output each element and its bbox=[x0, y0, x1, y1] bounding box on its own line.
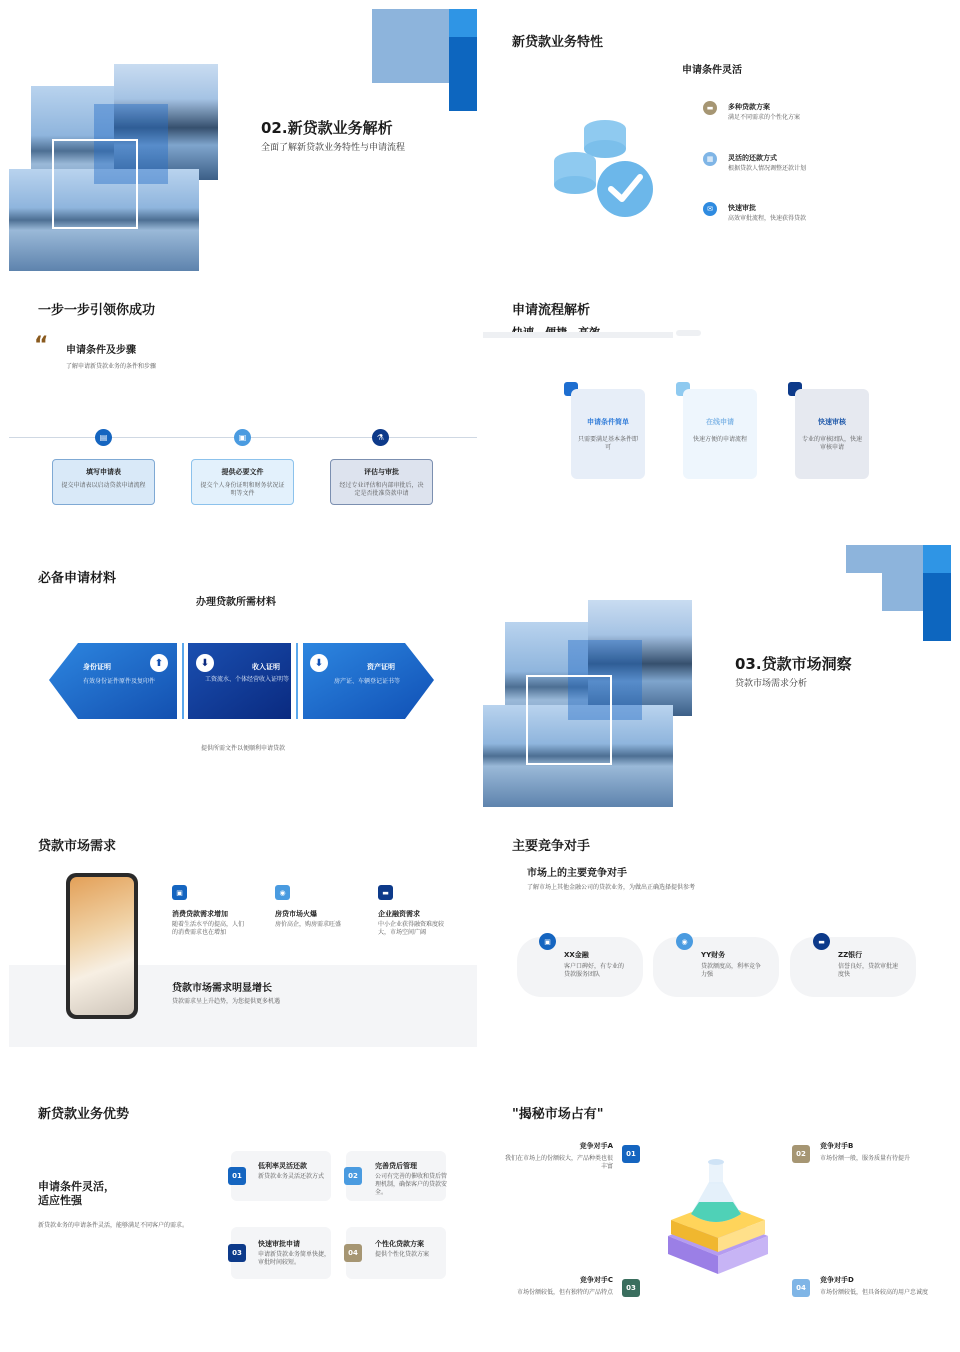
step-title: 评估与审批 bbox=[364, 468, 399, 476]
demand-item bbox=[275, 909, 350, 929]
competitor-name: YY财务 bbox=[701, 951, 726, 959]
adv-title: 快速审批申请 bbox=[258, 1240, 300, 1248]
demand-heading: 贷款市场需求明显增长 bbox=[172, 983, 272, 994]
card-desc: 快速方便的申请流程 bbox=[692, 436, 747, 443]
material-desc: 有效身份证件原件及复印件 bbox=[83, 678, 156, 685]
step-card bbox=[191, 459, 294, 505]
adv-desc: 新贷款业务的申请条件灵活，能够满足不同客户的需求。 bbox=[38, 1222, 189, 1229]
slide-title: 新贷款业务优势 bbox=[38, 1107, 130, 1122]
card-desc: 只需要满足基本条件即可 bbox=[577, 436, 638, 452]
photo-frame bbox=[526, 675, 612, 765]
adv-title: 低利率灵活还款 bbox=[258, 1162, 307, 1170]
adv-item bbox=[258, 1239, 330, 1267]
competitor-name: 竞争对手D bbox=[820, 1276, 854, 1284]
step-desc: 经过专业评估和内部审批后，决定是否批准贷款申请 bbox=[339, 482, 424, 498]
competitor-desc: 客户口碑好，有专业的贷款服务团队 bbox=[564, 963, 625, 979]
slide-title: 主要竞争对手 bbox=[512, 839, 591, 854]
competitor-desc: 市场份额较低，但有独特的产品特点 bbox=[516, 1289, 613, 1296]
competitor-item bbox=[838, 950, 900, 979]
slide-desc: 了解市场上其他金融公司的贷款业务，为做出正确选择提供参考 bbox=[527, 884, 696, 891]
slide-title: 一步一步引领你成功 bbox=[38, 303, 156, 318]
feature-title: 多种贷款方案 bbox=[728, 103, 770, 111]
slide-materials bbox=[9, 545, 477, 807]
car-icon: ▬ bbox=[378, 885, 393, 900]
materials-footer: 提供所需文件以便顺利申请贷款 bbox=[201, 745, 286, 752]
location-icon: ◉ bbox=[275, 885, 290, 900]
slide-demand bbox=[9, 813, 477, 1075]
number-badge: 01 bbox=[622, 1145, 640, 1163]
adv-item bbox=[258, 1161, 330, 1181]
calendar-icon: ▦ bbox=[703, 152, 717, 166]
step-title: 提供必要文件 bbox=[221, 468, 264, 476]
number-badge: 03 bbox=[228, 1244, 246, 1262]
slide-features bbox=[483, 9, 951, 271]
material-title: 资产证明 bbox=[367, 663, 395, 671]
competitor-item bbox=[701, 950, 763, 979]
phone-screen bbox=[70, 877, 134, 1015]
demand-item bbox=[378, 909, 453, 937]
section-subtitle: 贷款市场需求分析 bbox=[735, 679, 808, 689]
adv-title: 个性化贷款方案 bbox=[375, 1240, 424, 1248]
car-icon: ▬ bbox=[813, 933, 830, 950]
adv-item bbox=[375, 1239, 447, 1259]
deco-block bbox=[372, 37, 449, 83]
image-icon: ▣ bbox=[234, 429, 251, 446]
feature-title: 快速审批 bbox=[728, 204, 756, 212]
coins-check-icon bbox=[551, 109, 657, 219]
slide-heading: 申请条件及步骤 bbox=[66, 345, 136, 356]
step-card bbox=[330, 459, 433, 505]
process-card bbox=[795, 389, 869, 479]
slide-title: 贷款市场需求 bbox=[38, 839, 117, 854]
card-desc: 专业的审核团队，快速审核申请 bbox=[801, 436, 862, 452]
competitor-desc: 市场份额较低，但具备较高的用户忠诚度 bbox=[820, 1289, 929, 1296]
slide-title: 申请流程解析 bbox=[512, 303, 591, 318]
material-desc: 工资流水、个体经营收入证明等 bbox=[204, 676, 289, 683]
quote-icon: “ bbox=[34, 333, 49, 358]
deco-block bbox=[923, 545, 951, 573]
slide-market-share bbox=[483, 1081, 951, 1343]
feature-desc: 高效审批流程，快速获得贷款 bbox=[728, 215, 807, 222]
card-title: 快速审核 bbox=[818, 418, 846, 426]
adv-title: 完善贷后管理 bbox=[375, 1162, 417, 1170]
competitor-desc: 贷款额度高，利率竞争力强 bbox=[701, 963, 762, 979]
section-title: 03.贷款市场洞察 bbox=[735, 655, 852, 673]
slide-heading: 市场上的主要竞争对手 bbox=[527, 868, 627, 879]
slide-process bbox=[483, 277, 951, 539]
slide-title: 必备申请材料 bbox=[38, 571, 117, 586]
process-card bbox=[571, 389, 645, 479]
step-card bbox=[52, 459, 155, 505]
material-title: 收入证明 bbox=[252, 663, 280, 671]
document-icon: ▤ bbox=[95, 429, 112, 446]
location-icon: ◉ bbox=[676, 933, 693, 950]
number-badge: 04 bbox=[344, 1244, 362, 1262]
demand-item bbox=[172, 909, 247, 937]
deco-block bbox=[372, 9, 449, 37]
card-title: 申请条件简单 bbox=[587, 418, 629, 426]
competitor-desc: 市场份额一般，服务质量有待提升 bbox=[820, 1155, 911, 1162]
number-badge: 03 bbox=[622, 1279, 640, 1297]
competitor-name: XX金融 bbox=[564, 951, 589, 959]
demand-title: 消费贷款需求增加 bbox=[172, 910, 228, 918]
image-icon: ▣ bbox=[172, 885, 187, 900]
adv-heading-line2: 适应性强 bbox=[38, 1194, 82, 1207]
slide-advantages bbox=[9, 1081, 477, 1343]
demand-desc: 随着生活水平的提高，人们的消费需求也在增加 bbox=[172, 921, 245, 937]
deco-block bbox=[846, 545, 923, 573]
deco-block bbox=[882, 573, 923, 611]
share-item bbox=[503, 1275, 613, 1297]
number-badge: 02 bbox=[344, 1167, 362, 1185]
adv-desc: 申请新贷款业务简单快捷，审批时间较短。 bbox=[258, 1251, 331, 1267]
feature-desc: 根据贷款人情况调整还款计划 bbox=[728, 165, 807, 172]
adv-heading-line1: 申请条件灵活， bbox=[38, 1180, 115, 1193]
competitor-desc: 信誉良好，贷款审批速度快 bbox=[838, 963, 899, 979]
slide-heading: 办理贷款所需材料 bbox=[196, 597, 276, 608]
feature-title: 灵活的还款方式 bbox=[728, 154, 777, 162]
image-icon: ▣ bbox=[539, 933, 556, 950]
material-title: 身份证明 bbox=[83, 663, 111, 671]
adv-desc: 新贷款业务灵活还款方式 bbox=[258, 1173, 325, 1180]
share-item bbox=[503, 1141, 613, 1171]
books-flask-illustration bbox=[663, 1156, 773, 1276]
slide-steps bbox=[9, 277, 477, 539]
deco-block bbox=[449, 37, 477, 111]
slide-title: 新贷款业务特性 bbox=[512, 35, 604, 50]
demand-desc: 房价高企，购房需求旺盛 bbox=[275, 921, 342, 928]
competitor-name: 竞争对手A bbox=[579, 1142, 613, 1150]
share-item bbox=[820, 1275, 930, 1297]
step-title: 填写申请表 bbox=[86, 468, 121, 476]
competitor-name: 竞争对手C bbox=[579, 1276, 613, 1284]
adv-desc: 公司有完善的催收和贷后管理机制，确保客户的贷款安全。 bbox=[375, 1173, 448, 1197]
step-desc: 提交申请表以启动贷款申请流程 bbox=[61, 482, 146, 489]
deco-block bbox=[449, 9, 477, 37]
competitor-desc: 我们在市场上的份额较大，产品种类也很丰富 bbox=[504, 1155, 613, 1171]
competitor-name: 竞争对手B bbox=[820, 1142, 854, 1150]
phone-image bbox=[66, 873, 138, 1019]
section-title: 02.新贷款业务解析 bbox=[261, 119, 393, 137]
slide-title: "揭秘市场占有" bbox=[512, 1107, 604, 1122]
wallet-icon: ▬ bbox=[703, 101, 717, 115]
demand-desc: 贷款需求呈上升趋势，为您提供更多机遇 bbox=[172, 998, 281, 1005]
section-subtitle: 全面了解新贷款业务特性与申请流程 bbox=[261, 143, 406, 153]
deco-block bbox=[923, 573, 951, 641]
demand-desc: 中小企业获得融资难度较大，市场空间广阔 bbox=[378, 921, 445, 937]
slide-heading: 申请条件灵活 bbox=[682, 65, 742, 76]
slide-section-02 bbox=[9, 9, 477, 271]
competitor-item bbox=[564, 950, 626, 979]
mail-icon: ✉ bbox=[703, 202, 717, 216]
arrow-up-icon: ⬆ bbox=[150, 654, 168, 672]
feature-desc: 满足不同需求的个性化方案 bbox=[728, 114, 801, 121]
deco-bar bbox=[483, 332, 673, 338]
arrow-down-icon: ⬇ bbox=[310, 654, 328, 672]
adv-desc: 提供个性化贷款方案 bbox=[375, 1251, 430, 1258]
slide-desc: 了解申请新贷款业务的条件和步骤 bbox=[66, 363, 157, 370]
process-card bbox=[683, 389, 757, 479]
competitor-name: ZZ银行 bbox=[838, 951, 863, 959]
photo-frame bbox=[52, 139, 138, 229]
arrow-down-icon: ⬇ bbox=[196, 654, 214, 672]
demand-title: 房贷市场火爆 bbox=[275, 910, 317, 918]
flask-icon: ⚗ bbox=[372, 429, 389, 446]
number-badge: 01 bbox=[228, 1167, 246, 1185]
deco-bar bbox=[676, 330, 701, 336]
adv-item bbox=[375, 1161, 447, 1197]
card-title: 在线申请 bbox=[706, 418, 734, 426]
slide-competitors bbox=[483, 813, 951, 1075]
material-desc: 房产证、车辆登记证书等 bbox=[334, 678, 401, 685]
step-desc: 提交个人身份证明和财务状况证明等文件 bbox=[200, 482, 285, 498]
number-badge: 02 bbox=[792, 1145, 810, 1163]
share-item bbox=[820, 1141, 930, 1163]
slide-section-03 bbox=[483, 545, 951, 807]
demand-title: 企业融资需求 bbox=[378, 910, 420, 918]
number-badge: 04 bbox=[792, 1279, 810, 1297]
